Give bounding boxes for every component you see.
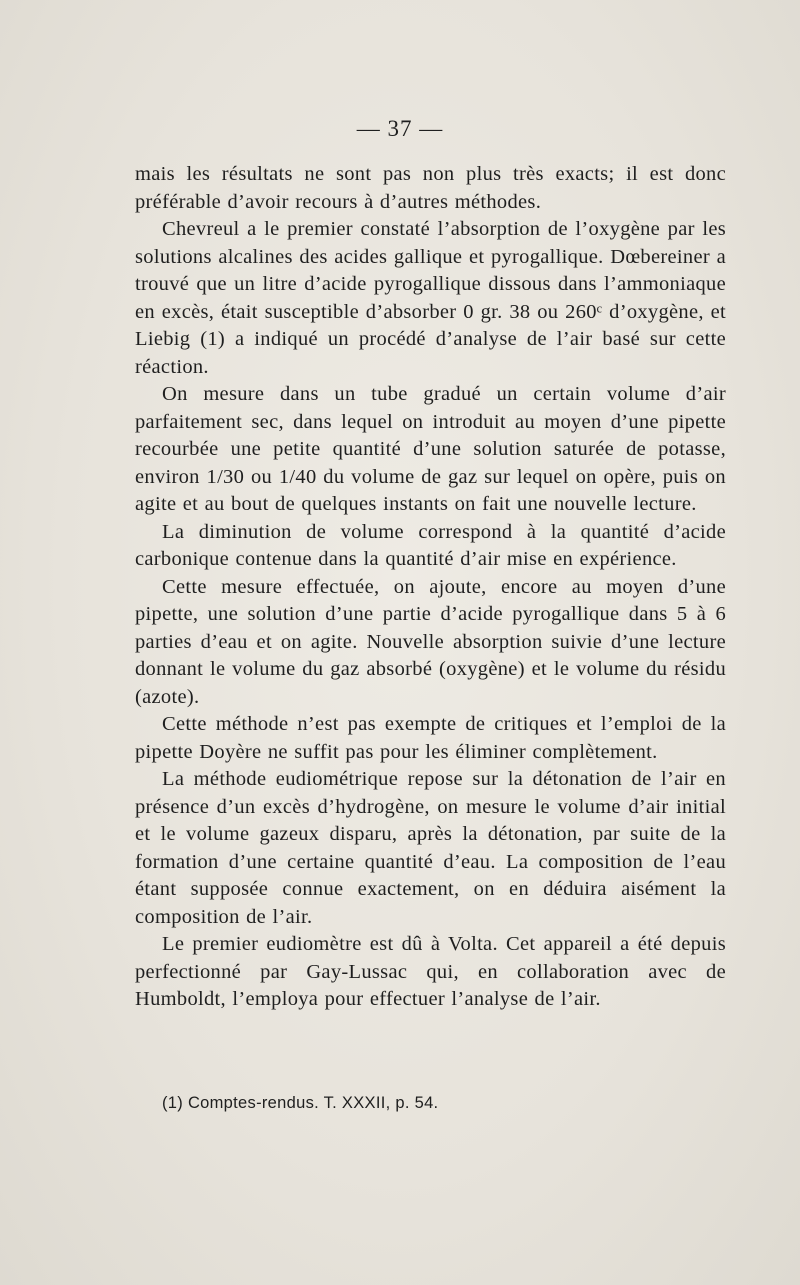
paragraph-eudiometric: La méthode eudiométrique repose sur la détonation de l’air en présence d’un excès d’hydrogène, on mesure le volume d’air initial et le volume gazeux disparu, après la détonation, par suite de la formation d’une certaine quantité d’eau. La composition de l’eau étant supposée connue exactement, on en déduira aisément la composition de l’air. [135, 768, 726, 928]
page-number: — 37 — [356, 116, 444, 141]
paragraph-critique: Cette méthode n’est pas exempte de critiques et l’emploi de la pipette Doyère ne suffit pas pour les éliminer complètement. [135, 713, 726, 763]
body-text [135, 161, 726, 1014]
paragraph-pyrogallic: Cette mesure effectuée, on ajoute, encore au moyen d’une pipette, une solution d’une partie d’acide pyrogallique dans 5 à 6 parties d’eau et on agite. Nouvelle absorption suivie d’une lecture donnant le volume du gaz absorbé (oxygène) et le volume du résidu (azote). [135, 575, 726, 708]
paragraph-volta: Le premier eudiomètre est dû à Volta. Cet appareil a été depuis perfectionné par Gay-Lussac qui, en collaboration avec de Humboldt, l’employa pour effectuer l’analyse de l’air. [135, 933, 726, 1010]
paragraph-diminution: La diminution de volume correspond à la quantité d’acide carbonique contenue dans la quantité d’air mise en expérience. [135, 520, 726, 570]
paragraph-chevreul: Chevreul a le premier constaté l’absorption de l’oxygène par les solutions alcalines des acides gallique et pyrogallique. Dœbereiner a trouvé que un litre d’acide pyrogallique dissous dans l’ammoniaque en excès, était susceptible d’absorber 0 gr. 38 ou 260ᶜ d’oxygène, et Liebig (1) a indiqué un procédé d’analyse de l’air basé sur cette réaction. [135, 218, 726, 378]
paragraph-continuation: mais les résultats ne sont pas non plus très exacts; il est donc préférable d’avoir recours à d’autres méthodes. [135, 163, 726, 213]
paragraph-procedure: On mesure dans un tube gradué un certain volume d’air parfaitement sec, dans lequel on introduit au moyen d’une pipette recourbée une petite quantité d’une solution saturée de potasse, environ 1/30 ou 1/40 du volume de gaz sur lequel on opère, puis on agite et au bout de quelques instants on fait une nouvelle lecture. [135, 383, 726, 515]
footnote: (1) Comptes-rendus. T. XXXII, p. 54. [162, 1094, 439, 1112]
